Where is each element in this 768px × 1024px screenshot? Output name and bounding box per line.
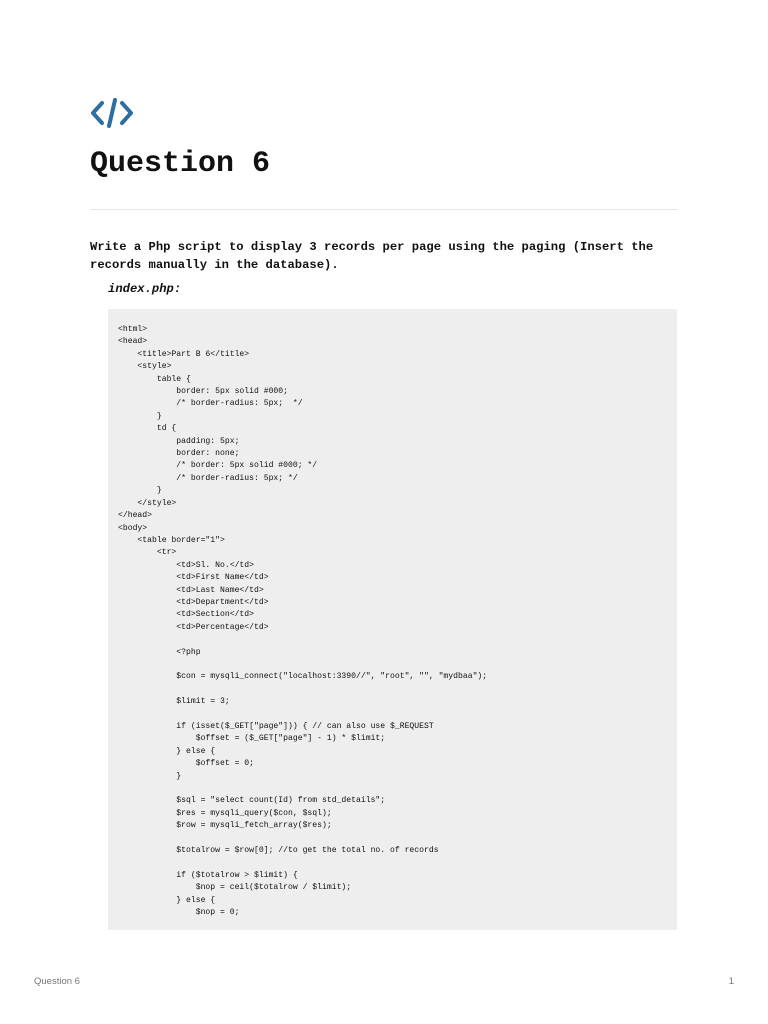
footer-title: Question 6 <box>34 976 80 987</box>
code-block <box>108 309 677 930</box>
divider <box>90 209 678 210</box>
page-title: Question 6 <box>90 147 271 181</box>
code-content: <html> <head> <title>Part B 6</title> <style> table { border: 5px solid #000; /* border-radius: 5px; */ } td { padding: 5px; border: none; /* border: 5px solid #000; */ /* border-radius: 5px; */ } </style> </head> <body> <table border="1"> <tr> <td>Sl. No.</td> <td>First Name</td> <td>Last Name</td> <td>Department</td> <td>Section</td> <td>Percentage</td> <?php $con = mysqli_connect("localhost:3390//", "root", "", "mydbaa"); $limit = 3; if (isset($_GET["page"])) { // can also use $_REQUEST $offset = ($_GET["page"] - 1) * $limit; } else { $offset = 0; } $sql = "select count(Id) from std_details"; $res = mysqli_query($con, $sql); $row = mysqli_fetch_array($res); $totalrow = $row[0]; //to get the total no. of records if ($totalrow > $limit) { $nop = ceil($totalrow / $limit); } else { $nop = 0; <box>118 325 488 918</box>
file-label: index.php: <box>108 282 182 296</box>
code-icon <box>90 96 134 132</box>
question-text: Write a Php script to display 3 records per page using the paging (Insert the records manually in the database). <box>90 240 654 272</box>
page-number: 1 <box>728 976 734 987</box>
